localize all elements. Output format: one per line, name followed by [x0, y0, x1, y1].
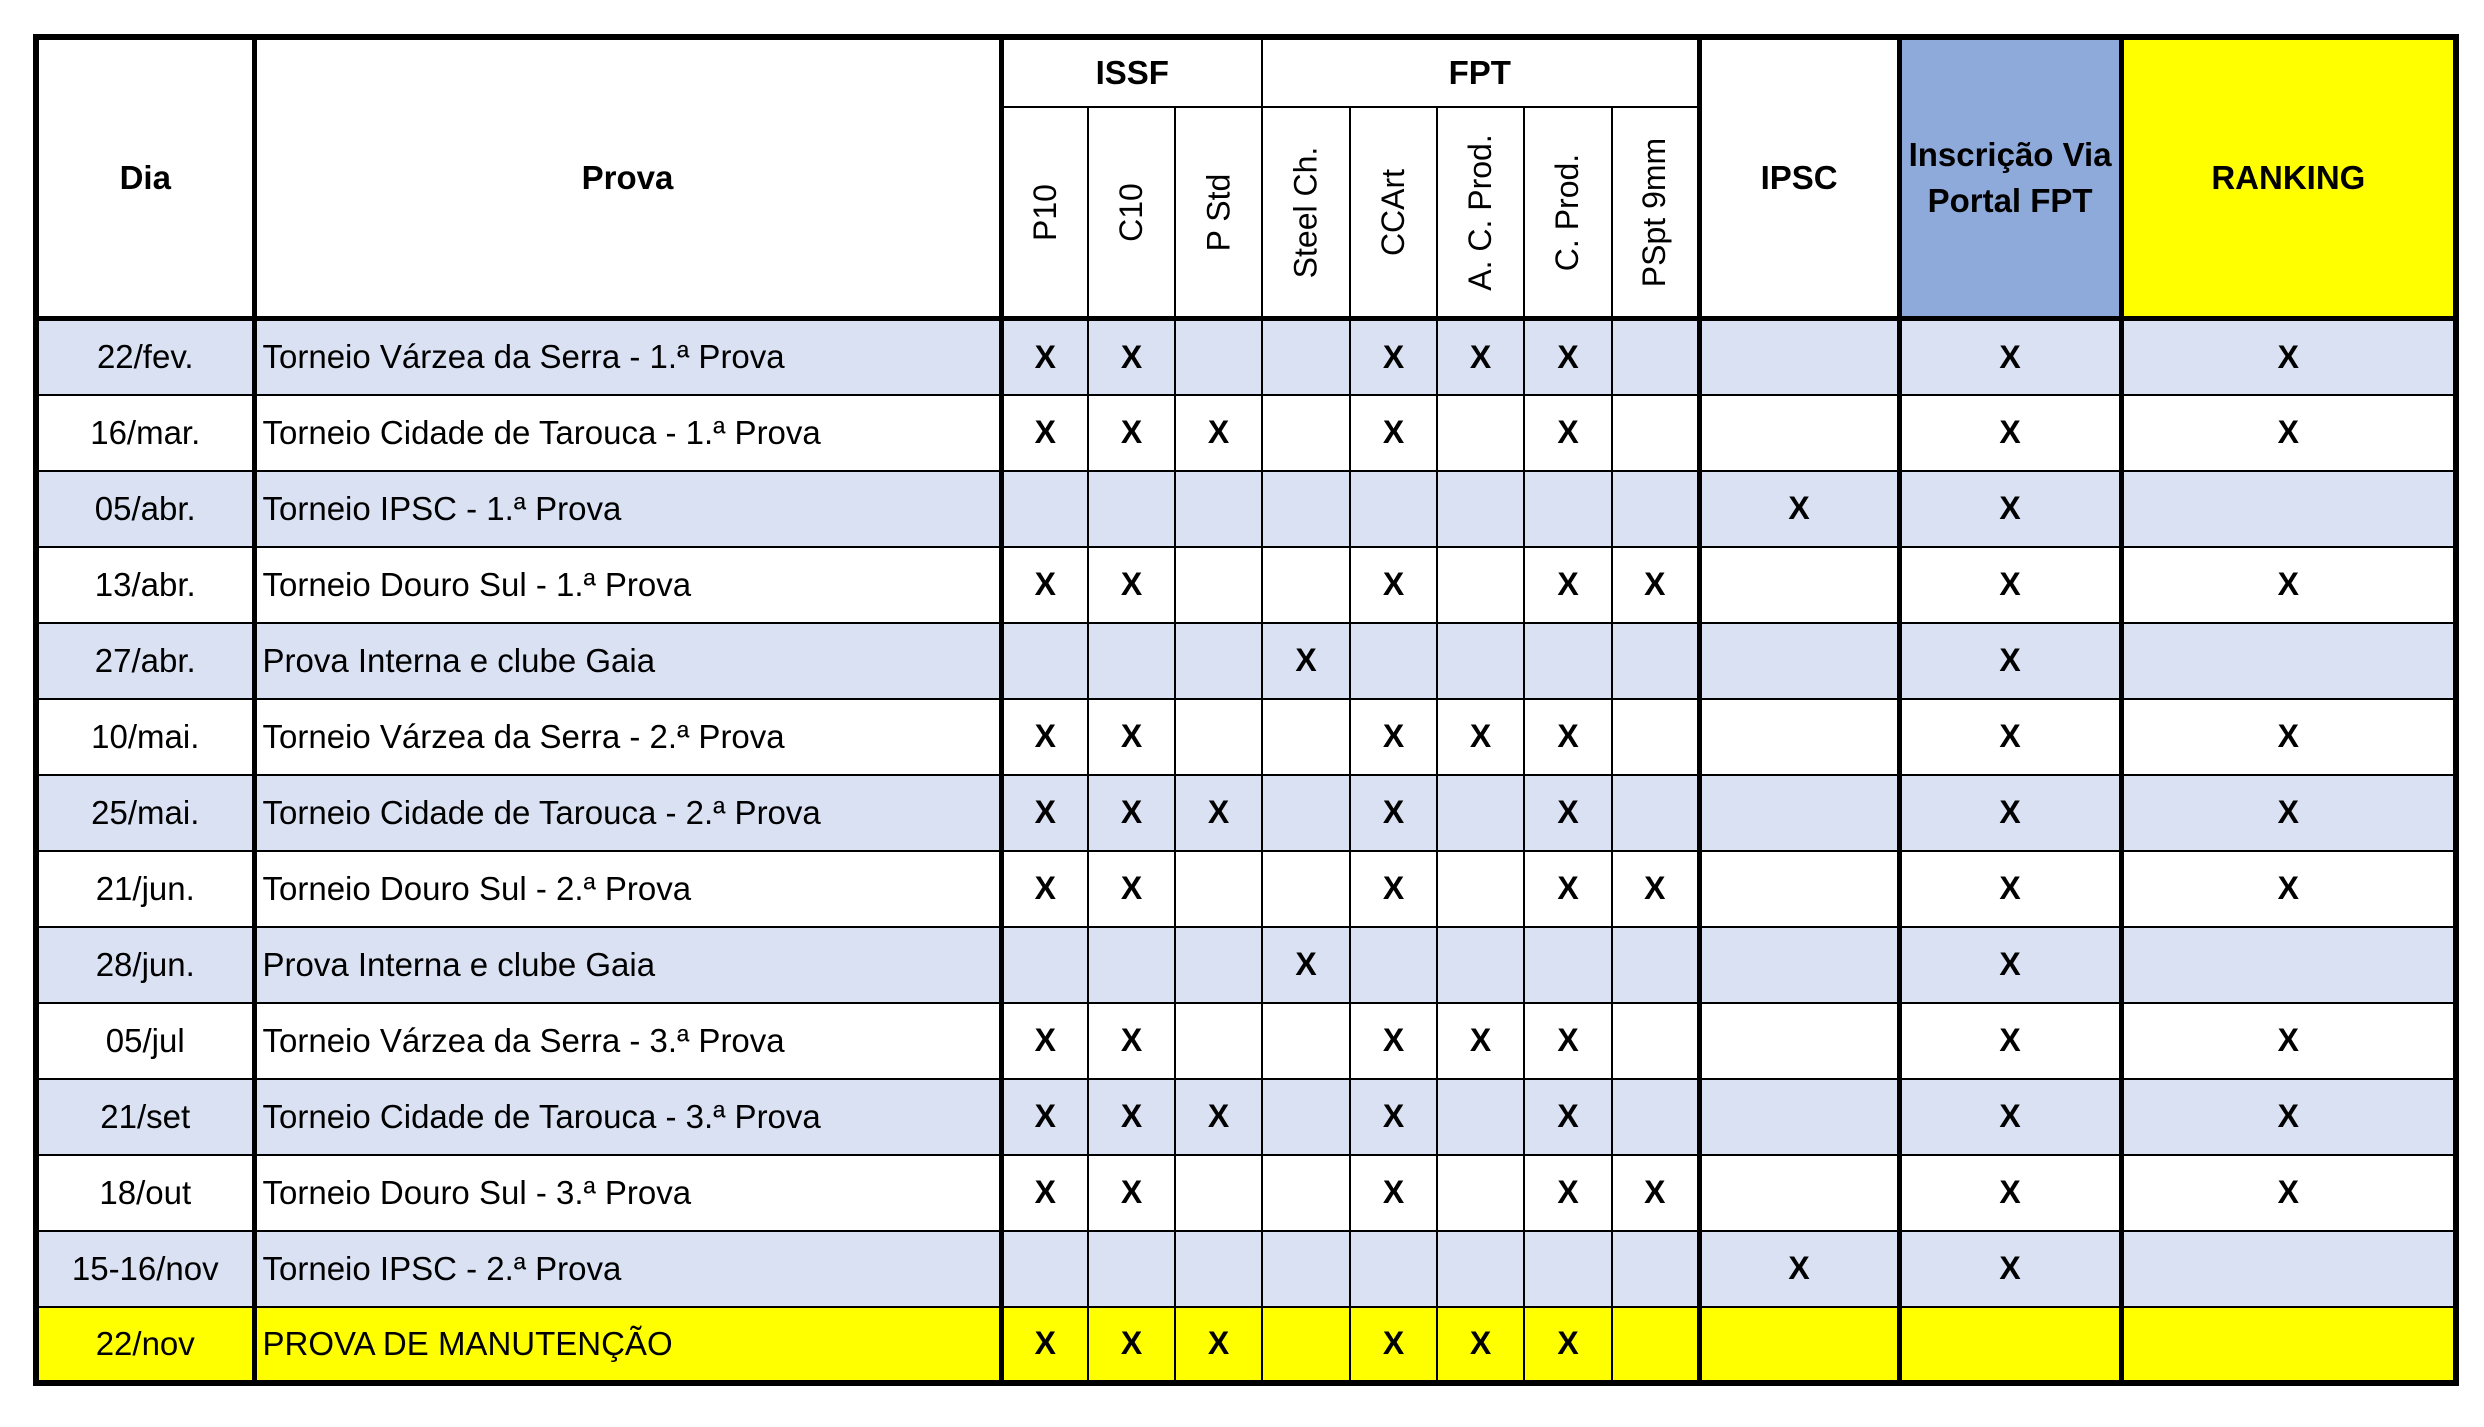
- cell-pspt-mark: [1612, 395, 1699, 471]
- cell-ranking-mark: X: [2121, 547, 2456, 623]
- cell-steel-mark: [1262, 1307, 1350, 1383]
- cell-ipsc-mark: [1699, 1155, 1899, 1231]
- cell-ipsc-mark: [1699, 699, 1899, 775]
- cell-ccart-mark: X: [1350, 1003, 1437, 1079]
- cell-p10-mark: X: [1001, 1307, 1088, 1383]
- cell-ipsc-mark: [1699, 319, 1899, 395]
- cell-inscricao-mark: X: [1899, 547, 2121, 623]
- cell-c10-mark: X: [1088, 319, 1175, 395]
- cell-steel-mark: [1262, 1079, 1350, 1155]
- header-sub-c10-label: C10: [1112, 182, 1149, 242]
- cell-prova: Torneio Várzea da Serra - 3.ª Prova: [254, 1003, 1001, 1079]
- cell-inscricao-mark: X: [1899, 699, 2121, 775]
- cell-inscricao-mark: X: [1899, 471, 2121, 547]
- header-dia: [36, 37, 254, 319]
- header-ipsc: [1699, 37, 1899, 319]
- cell-ipsc-mark: X: [1699, 471, 1899, 547]
- cell-ranking-mark: X: [2121, 1003, 2456, 1079]
- cell-pstd-mark: [1175, 851, 1262, 927]
- cell-pstd-mark: [1175, 1155, 1262, 1231]
- cell-dia: 27/abr.: [36, 623, 254, 699]
- cell-prova: Torneio Cidade de Tarouca - 3.ª Prova: [254, 1079, 1001, 1155]
- header-sub-pstd: [1175, 107, 1262, 319]
- cell-pspt-mark: [1612, 1231, 1699, 1307]
- cell-steel-mark: [1262, 547, 1350, 623]
- cell-prova: Torneio Várzea da Serra - 2.ª Prova: [254, 699, 1001, 775]
- cell-c10-mark: [1088, 471, 1175, 547]
- cell-pspt-mark: [1612, 1003, 1699, 1079]
- cell-p10-mark: [1001, 927, 1088, 1003]
- cell-dia: 15-16/nov: [36, 1231, 254, 1307]
- cell-p10-mark: X: [1001, 699, 1088, 775]
- cell-pspt-mark: X: [1612, 1155, 1699, 1231]
- cell-ccart-mark: [1350, 471, 1437, 547]
- competition-calendar-sheet: [33, 34, 2453, 1392]
- cell-cprod-mark: X: [1524, 1307, 1612, 1383]
- cell-cprod-mark: X: [1524, 547, 1612, 623]
- cell-ranking-mark: X: [2121, 1155, 2456, 1231]
- cell-dia: 13/abr.: [36, 547, 254, 623]
- cell-acprod-mark: X: [1437, 1003, 1524, 1079]
- cell-cprod-mark: X: [1524, 319, 1612, 395]
- cell-ranking-mark: X: [2121, 775, 2456, 851]
- cell-p10-mark: X: [1001, 1079, 1088, 1155]
- cell-ccart-mark: X: [1350, 319, 1437, 395]
- cell-ranking-mark: X: [2121, 851, 2456, 927]
- cell-acprod-mark: X: [1437, 699, 1524, 775]
- cell-pstd-mark: [1175, 1003, 1262, 1079]
- header-issf: [1001, 37, 1262, 107]
- cell-ccart-mark: X: [1350, 851, 1437, 927]
- table-row: [36, 471, 2456, 547]
- cell-dia: 21/set: [36, 1079, 254, 1155]
- cell-acprod-mark: [1437, 851, 1524, 927]
- header-sub-c10: [1088, 107, 1175, 319]
- cell-ranking-mark: [2121, 623, 2456, 699]
- cell-prova: Torneio Douro Sul - 2.ª Prova: [254, 851, 1001, 927]
- cell-ccart-mark: [1350, 1231, 1437, 1307]
- cell-inscricao-mark: X: [1899, 775, 2121, 851]
- cell-prova: Prova Interna e clube Gaia: [254, 623, 1001, 699]
- cell-cprod-mark: [1524, 1231, 1612, 1307]
- cell-ipsc-mark: [1699, 1307, 1899, 1383]
- cell-steel-mark: [1262, 1003, 1350, 1079]
- cell-c10-mark: X: [1088, 547, 1175, 623]
- cell-pstd-mark: X: [1175, 1307, 1262, 1383]
- cell-pspt-mark: [1612, 927, 1699, 1003]
- cell-prova: Torneio Douro Sul - 3.ª Prova: [254, 1155, 1001, 1231]
- cell-inscricao-mark: X: [1899, 1003, 2121, 1079]
- cell-dia: 22/nov: [36, 1307, 254, 1383]
- cell-ipsc-mark: [1699, 775, 1899, 851]
- cell-steel-mark: [1262, 1231, 1350, 1307]
- cell-acprod-mark: X: [1437, 1307, 1524, 1383]
- header-sub-p10-label: P10: [1026, 183, 1063, 241]
- cell-dia: 21/jun.: [36, 851, 254, 927]
- cell-ranking-mark: X: [2121, 1079, 2456, 1155]
- competition-table: [33, 34, 2459, 1386]
- cell-c10-mark: X: [1088, 1307, 1175, 1383]
- cell-c10-mark: X: [1088, 1079, 1175, 1155]
- table-row: [36, 699, 2456, 775]
- cell-pstd-mark: X: [1175, 775, 1262, 851]
- cell-acprod-mark: [1437, 395, 1524, 471]
- cell-pstd-mark: [1175, 471, 1262, 547]
- cell-p10-mark: X: [1001, 1003, 1088, 1079]
- header-ranking: [2121, 37, 2456, 319]
- header-sub-acprod: [1437, 107, 1524, 319]
- cell-prova: Torneio IPSC - 1.ª Prova: [254, 471, 1001, 547]
- cell-pspt-mark: [1612, 699, 1699, 775]
- cell-ipsc-mark: [1699, 851, 1899, 927]
- header-sub-acprod-label: A. C. Prod.: [1462, 133, 1499, 291]
- cell-steel-mark: [1262, 1155, 1350, 1231]
- cell-p10-mark: X: [1001, 851, 1088, 927]
- cell-cprod-mark: X: [1524, 699, 1612, 775]
- cell-ccart-mark: X: [1350, 395, 1437, 471]
- header-ranking-label: RANKING: [2211, 159, 2366, 196]
- cell-c10-mark: [1088, 623, 1175, 699]
- cell-p10-mark: [1001, 471, 1088, 547]
- cell-dia: 05/abr.: [36, 471, 254, 547]
- cell-prova: Torneio Douro Sul - 1.ª Prova: [254, 547, 1001, 623]
- header-sub-cprod-label: C. Prod.: [1549, 153, 1586, 271]
- cell-pstd-mark: [1175, 623, 1262, 699]
- header-fpt-label: FPT: [1448, 54, 1511, 91]
- cell-c10-mark: [1088, 927, 1175, 1003]
- cell-ccart-mark: [1350, 623, 1437, 699]
- header-dia-label: Dia: [119, 159, 171, 196]
- header-inscricao-line2: Portal FPT: [1927, 182, 2093, 219]
- cell-prova: PROVA DE MANUTENÇÃO: [254, 1307, 1001, 1383]
- cell-ccart-mark: X: [1350, 1307, 1437, 1383]
- cell-ccart-mark: X: [1350, 775, 1437, 851]
- cell-acprod-mark: [1437, 927, 1524, 1003]
- cell-inscricao-mark: [1899, 1307, 2121, 1383]
- cell-acprod-mark: [1437, 623, 1524, 699]
- cell-acprod-mark: [1437, 471, 1524, 547]
- cell-p10-mark: X: [1001, 395, 1088, 471]
- header-sub-steel: [1262, 107, 1350, 319]
- cell-c10-mark: X: [1088, 395, 1175, 471]
- cell-ranking-mark: [2121, 927, 2456, 1003]
- header-issf-label: ISSF: [1095, 54, 1169, 91]
- cell-cprod-mark: X: [1524, 1155, 1612, 1231]
- table-row: [36, 927, 2456, 1003]
- cell-steel-mark: [1262, 319, 1350, 395]
- cell-prova: Torneio Várzea da Serra - 1.ª Prova: [254, 319, 1001, 395]
- table-row: [36, 319, 2456, 395]
- cell-cprod-mark: [1524, 623, 1612, 699]
- cell-cprod-mark: X: [1524, 395, 1612, 471]
- cell-ccart-mark: [1350, 927, 1437, 1003]
- cell-inscricao-mark: X: [1899, 1155, 2121, 1231]
- cell-dia: 28/jun.: [36, 927, 254, 1003]
- cell-ranking-mark: [2121, 1307, 2456, 1383]
- cell-prova: Prova Interna e clube Gaia: [254, 927, 1001, 1003]
- cell-pspt-mark: [1612, 1079, 1699, 1155]
- header-sub-pspt-label: PSpt 9mm: [1636, 137, 1673, 287]
- cell-steel-mark: X: [1262, 623, 1350, 699]
- cell-pspt-mark: [1612, 319, 1699, 395]
- cell-p10-mark: X: [1001, 775, 1088, 851]
- cell-prova: Torneio IPSC - 2.ª Prova: [254, 1231, 1001, 1307]
- cell-ranking-mark: X: [2121, 699, 2456, 775]
- cell-pspt-mark: [1612, 623, 1699, 699]
- header-sub-steel-label: Steel Ch.: [1287, 146, 1324, 278]
- cell-c10-mark: X: [1088, 1003, 1175, 1079]
- cell-steel-mark: X: [1262, 927, 1350, 1003]
- table-row: [36, 547, 2456, 623]
- cell-pstd-mark: [1175, 319, 1262, 395]
- cell-c10-mark: X: [1088, 775, 1175, 851]
- header-inscricao-line1: Inscrição Via: [1908, 136, 2112, 173]
- cell-cprod-mark: X: [1524, 1003, 1612, 1079]
- cell-p10-mark: [1001, 623, 1088, 699]
- cell-ipsc-mark: [1699, 1003, 1899, 1079]
- cell-acprod-mark: [1437, 1079, 1524, 1155]
- cell-ranking-mark: X: [2121, 395, 2456, 471]
- cell-ipsc-mark: [1699, 927, 1899, 1003]
- header-ipsc-label: IPSC: [1760, 159, 1838, 196]
- cell-ranking-mark: X: [2121, 319, 2456, 395]
- cell-pstd-mark: X: [1175, 1079, 1262, 1155]
- header-sub-cprod: [1524, 107, 1612, 319]
- cell-steel-mark: [1262, 471, 1350, 547]
- cell-inscricao-mark: X: [1899, 851, 2121, 927]
- cell-pstd-mark: [1175, 927, 1262, 1003]
- cell-steel-mark: [1262, 699, 1350, 775]
- cell-pspt-mark: X: [1612, 547, 1699, 623]
- cell-steel-mark: [1262, 395, 1350, 471]
- cell-p10-mark: X: [1001, 319, 1088, 395]
- cell-acprod-mark: [1437, 547, 1524, 623]
- cell-ipsc-mark: [1699, 547, 1899, 623]
- header-sub-ccart: [1350, 107, 1437, 319]
- cell-ipsc-mark: [1699, 395, 1899, 471]
- cell-ranking-mark: [2121, 471, 2456, 547]
- cell-inscricao-mark: X: [1899, 1079, 2121, 1155]
- table-row: [36, 1307, 2456, 1383]
- cell-p10-mark: X: [1001, 1155, 1088, 1231]
- cell-cprod-mark: X: [1524, 851, 1612, 927]
- table-row: [36, 851, 2456, 927]
- cell-ccart-mark: X: [1350, 699, 1437, 775]
- table-row: [36, 1155, 2456, 1231]
- cell-acprod-mark: [1437, 775, 1524, 851]
- cell-c10-mark: [1088, 1231, 1175, 1307]
- header-prova-label: Prova: [581, 159, 674, 196]
- cell-ccart-mark: X: [1350, 1079, 1437, 1155]
- header-inscricao: [1899, 37, 2121, 319]
- table-row: [36, 775, 2456, 851]
- cell-acprod-mark: [1437, 1231, 1524, 1307]
- table-body: [36, 319, 2456, 1383]
- cell-ccart-mark: X: [1350, 1155, 1437, 1231]
- cell-cprod-mark: X: [1524, 1079, 1612, 1155]
- cell-steel-mark: [1262, 851, 1350, 927]
- header-sub-ccart-label: CCArt: [1375, 168, 1412, 256]
- cell-inscricao-mark: X: [1899, 927, 2121, 1003]
- cell-dia: 18/out: [36, 1155, 254, 1231]
- cell-dia: 22/fev.: [36, 319, 254, 395]
- cell-dia: 05/jul: [36, 1003, 254, 1079]
- cell-prova: Torneio Cidade de Tarouca - 1.ª Prova: [254, 395, 1001, 471]
- cell-pspt-mark: X: [1612, 851, 1699, 927]
- cell-ranking-mark: [2121, 1231, 2456, 1307]
- cell-ipsc-mark: [1699, 1079, 1899, 1155]
- cell-cprod-mark: [1524, 471, 1612, 547]
- cell-c10-mark: X: [1088, 1155, 1175, 1231]
- cell-ipsc-mark: X: [1699, 1231, 1899, 1307]
- cell-p10-mark: X: [1001, 547, 1088, 623]
- cell-dia: 16/mar.: [36, 395, 254, 471]
- table-row: [36, 1079, 2456, 1155]
- cell-pspt-mark: [1612, 775, 1699, 851]
- cell-dia: 10/mai.: [36, 699, 254, 775]
- cell-inscricao-mark: X: [1899, 1231, 2121, 1307]
- cell-prova: Torneio Cidade de Tarouca - 2.ª Prova: [254, 775, 1001, 851]
- cell-c10-mark: X: [1088, 851, 1175, 927]
- cell-inscricao-mark: X: [1899, 623, 2121, 699]
- header-sub-pspt: [1612, 107, 1699, 319]
- cell-acprod-mark: [1437, 1155, 1524, 1231]
- table-row: [36, 623, 2456, 699]
- cell-steel-mark: [1262, 775, 1350, 851]
- table-row: [36, 1003, 2456, 1079]
- cell-c10-mark: X: [1088, 699, 1175, 775]
- cell-ipsc-mark: [1699, 623, 1899, 699]
- table-row: [36, 1231, 2456, 1307]
- header-fpt: [1262, 37, 1699, 107]
- cell-pstd-mark: [1175, 699, 1262, 775]
- cell-pstd-mark: X: [1175, 395, 1262, 471]
- cell-inscricao-mark: X: [1899, 319, 2121, 395]
- cell-ccart-mark: X: [1350, 547, 1437, 623]
- cell-cprod-mark: [1524, 927, 1612, 1003]
- header-sub-pstd-label: P Std: [1200, 173, 1237, 251]
- cell-acprod-mark: X: [1437, 319, 1524, 395]
- cell-p10-mark: [1001, 1231, 1088, 1307]
- table-row: [36, 395, 2456, 471]
- cell-pspt-mark: [1612, 471, 1699, 547]
- cell-pstd-mark: [1175, 547, 1262, 623]
- cell-dia: 25/mai.: [36, 775, 254, 851]
- cell-pspt-mark: [1612, 1307, 1699, 1383]
- cell-inscricao-mark: X: [1899, 395, 2121, 471]
- cell-pstd-mark: [1175, 1231, 1262, 1307]
- header-prova: [254, 37, 1001, 319]
- header-sub-p10: [1001, 107, 1088, 319]
- cell-cprod-mark: X: [1524, 775, 1612, 851]
